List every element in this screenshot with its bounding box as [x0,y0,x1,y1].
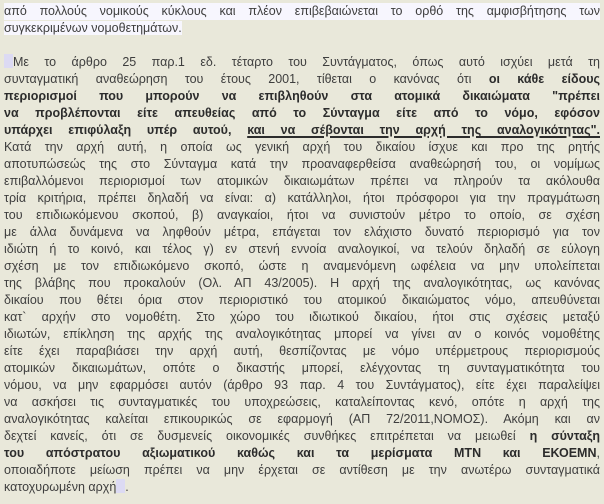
text-segment: οι κάθε είδους [488,72,600,86]
text-segment: ατομικών δικαιωμάτων, οπότε ο δικαστής μπορεί, ελέγχοντας τη συνταγματικότητα του [4,361,600,375]
text-segment: . [125,480,129,494]
text-segment: Κατά την αρχή αυτή, η οποία ως γενική αρχή του δικαίου ίσχυε και προ της ρητής [4,140,600,154]
text-segment: , [596,446,600,460]
text-segment: από πολλούς νομικούς κύκλους και πλέον επιβεβαιώνεται το ορθό της αμφισβήτησης των [4,4,600,18]
text-segment: υπάρχει επιφύλαξη υπέρ αυτού, [4,123,248,137]
text-segment: αποτυπώσεώς της στο Σύνταγμα κατά την προαναφερθείσα αναθεώρησή του, οι νομίμως [4,157,600,171]
main-paragraph [4,54,600,496]
text-line [4,258,600,275]
text-segment: ιδιωτών, επίκληση της αρχής της αναλογικότητας μπορεί να γίνει αν ο κοινός νομοθέτης [4,327,600,341]
text-segment: της βλάβης που προκαλούν (Ολ. ΑΠ 43/2005). Η αρχή της αναλογικότητας, ως κανόνας [4,276,600,290]
text-line [4,377,600,394]
intro-paragraph [4,3,600,37]
text-segment: του απόστρατου αξιωματικού καθώς και τα μερίσματα ΜΤΝ και ΕΚΟΕΜΝ [4,446,597,460]
text-line [4,326,600,343]
text-segment: είτε έχει παραβιάσει την αρχή αυτή, θεσπίζοντας με νόμο υπέρμετρους περιορισμούς [4,344,600,358]
text-line [4,394,600,411]
text-segment: με άλλα δυνάμενα να ληφθούν μέτρα, επάγεται τον ελάχιστο δυνατό περιορισμό για τον [4,225,600,239]
text-line [4,241,600,258]
text-line [4,122,600,139]
text-segment: η σύνταξη [529,429,600,443]
text-segment: συγκεκριμένων νομοθετημάτων. [4,21,182,35]
text-line [4,207,600,224]
text-line [4,105,600,122]
text-segment: νόμου, να μην εφαρμόσει αυτόν (άρθρο 93 παρ. 4 του Συντάγματος), είτε έχει παραλείψει [4,378,600,392]
text-segment: τρία κριτήρια, πρέπει δηλαδή να είναι: α) κατάλληλοι, ήτοι πρόσφοροι για την πραγμάτωση [4,191,600,205]
text-line [4,275,600,292]
text-segment: να ασκήσει τις συνταγματικές του υποχρεώσεις, καταλείποντας κενό, οπότε η αρχή της [4,395,600,409]
text-segment: οποιαδήποτε μείωση πρέπει να μην έρχεται σε αντίθεση με την ανωτέρω συνταγματικά [4,463,600,477]
text-line [4,3,600,20]
text-segment: επιβαλλόμενοι περιορισμοί των ατομικών δικαιωμάτων πρέπει να πληρούν τα ακόλουθα [4,174,600,188]
text-line [4,139,600,156]
text-segment: ιδιώτη ή το κοινό, και τέλος γ) εν στενή εννοία αναλογικοί, να τελούν δηλαδή σε εύλογη [4,242,600,256]
text-line [4,20,600,37]
selection-artifact-block [116,479,125,493]
text-segment: περιορισμοί που μπορούν να επιβληθούν στα ατομικά δικαιώματα "πρέπει [4,89,600,103]
text-segment: Με το άρθρο 25 παρ.1 εδ. τέταρτο του Συντάγματος, όπως αυτό ισχύει μετά τη [13,55,600,69]
text-line [4,428,600,445]
text-segment: δικαίου που θέτει όρια στον περιοριστικό του ατομικού δικαιώματος νόμο, απευθύνεται [4,293,600,307]
text-line [4,445,600,462]
text-segment: συνταγματική αναθεώρηση του έτους 2001, τίθεται ο κανόνας ότι [4,72,489,86]
text-line [4,173,600,190]
text-line [4,54,600,71]
text-line [4,462,600,479]
text-segment: και να σέβονται την αρχή της αναλογικότητας". [247,123,600,137]
text-line [4,479,600,496]
text-segment: δεχτεί κανείς, ότι σε δυσμενείς οικονομικές συνθήκες επιτρέπεται να μειωθεί [4,429,530,443]
text-segment: του επιδιωκόμενου σκοπού, β) αναγκαίοι, ήτοι να συνιστούν μέτρο το οποίο, σε σχέση [4,208,600,222]
text-line [4,292,600,309]
text-line [4,360,600,377]
text-segment: κατ` αρχήν στο νομοθέτη. Στο χώρο του ιδιωτικού δικαίου, ήτοι στις σχέσεις μεταξύ [4,310,600,324]
text-segment: σχέση με τον επιδιωκόμενο σκοπό, ώστε η αναμενόμενη ωφέλεια να μην υπολείπεται [4,259,600,273]
text-line [4,88,600,105]
text-line [4,309,600,326]
text-line [4,156,600,173]
text-segment: να προβλέπονται είτε απευθείας από το Σύνταγμα είτε από το νόμο, εφόσον [4,106,600,120]
selection-artifact-block [4,54,13,68]
text-line [4,224,600,241]
text-line [4,190,600,207]
text-segment: κατοχυρωμένη αρχή [4,480,117,494]
text-line [4,411,600,428]
text-segment: αναλογικότητας καλείται επικουρικώς σε εφαρμογή (ΑΠ 72/2011,ΝΟΜΟΣ). Ακόμη και αν [4,412,600,426]
text-line [4,343,600,360]
text-line [4,71,600,88]
